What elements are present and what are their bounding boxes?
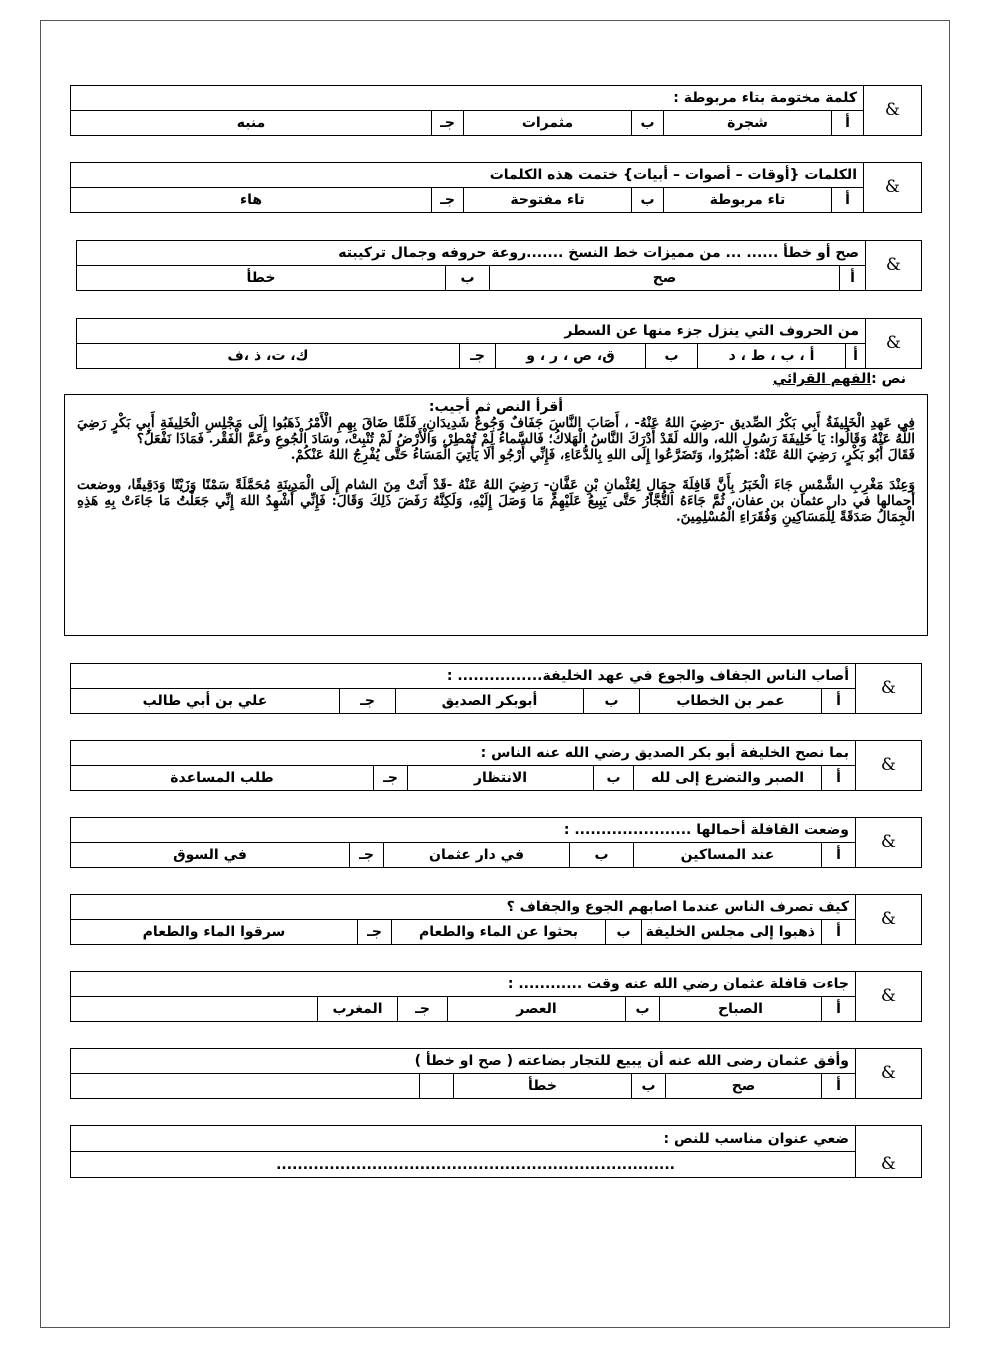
question-marker: & <box>856 972 922 1022</box>
question-4 <box>76 318 922 368</box>
option-c[interactable]: في السوق <box>71 843 350 868</box>
option-c[interactable]: علي بن أبي طالب <box>71 689 340 714</box>
reading-passage <box>64 394 928 636</box>
option-a[interactable]: تاء مربوطة <box>664 188 832 213</box>
question-7 <box>70 817 922 867</box>
option-a[interactable]: عمر بن الخطاب <box>640 689 822 714</box>
passage-paragraph-2: فَقَالَ أَبُو بَكْرٍ، رَضِيَ اللهُ عَنْهُ: اصْبُرُوا، وَتَضَرَّعُوا إِلَى اللهِ بِالدُّعَاءِ، فَإِنِّي أَرْجُو أَلَا يَأْتِيَ الْمَسَاءُ حَتَّى يُفْرِجُ اللهُ عَنْكُمْ. <box>290 447 915 463</box>
passage-title: أقرأ النص ثم أجيب: <box>428 399 564 415</box>
question-2 <box>70 162 922 212</box>
option-letter-c: جـ <box>432 111 464 136</box>
question-stem: وضعت القافلة أحمالها ...................... : <box>71 818 856 843</box>
option-letter-c: جـ <box>358 920 392 945</box>
question-stem: جاءت قافلة عثمان رضي الله عنه وقت ............ : <box>71 972 856 997</box>
question-stem: الكلمات {أوقات – أصوات – أبيات} ختمت هذه الكلمات <box>71 163 864 188</box>
option-letter-a: أ <box>840 266 866 291</box>
option-c[interactable]: ك، ت، ذ ،ف <box>77 344 460 369</box>
option-b[interactable]: بحثوا عن الماء والطعام <box>392 920 606 945</box>
option-letter-c: جـ <box>374 766 408 791</box>
question-marker: & <box>864 163 922 213</box>
option-letter-b: ب <box>626 997 660 1022</box>
option-letter-a: أ <box>822 997 856 1022</box>
option-letter-b: ب <box>646 344 698 369</box>
answer-line[interactable]: ........................................................................... <box>71 1152 856 1178</box>
option-letter-a: أ <box>822 920 856 945</box>
option-b[interactable]: ق، ص ، ر ، و <box>496 344 646 369</box>
option-letter-b: ب <box>632 111 664 136</box>
option-letter-b: ب <box>594 766 634 791</box>
question-3 <box>76 240 922 290</box>
option-letter-c: جـ <box>340 689 396 714</box>
option-letter-c: جـ <box>432 188 464 213</box>
option-letter-a: أ <box>846 344 866 369</box>
option-c[interactable]: طلب المساعدة <box>71 766 374 791</box>
option-a[interactable]: ذهبوا إلى مجلس الخليفة <box>642 920 822 945</box>
option-a[interactable]: عند المساكين <box>634 843 822 868</box>
question-5 <box>70 663 922 713</box>
option-letter-b: ب <box>584 689 640 714</box>
empty-cell <box>71 997 318 1022</box>
option-b[interactable]: تاء مفتوحة <box>464 188 632 213</box>
passage-paragraph-1: فِي عَهدِ الْخَلِيفَةُ أَبِي بَكْرُ الصِّديق -رَضِيَ اللهُ عَنْهُ- ، أَصَابَ النَّاسَ جَفَافٌ وَجُوعٌ شَدِيدَانِ، فَلَمَّا ضَاقَ بِهِمِ الْأَمْرُ ذَهَبُوا إِلَى مَجْلِسِ الْخَلِيفَةِ أَبِي بَكْرٍ رَضِيَ اللَّهُ عَنْهُ وَقَالُوا: يَا خَلِيفَةَ رَسُولِ الله، والله لَقَدْ أَدْرَكَ النَّاسُ الْهَلاكُ؛ فَالسَّماءُ لَمْ تُمْطِرْ، وَالْأَرْضُ لَمْ تُنْبِتْ، وسَادَ الْجُوعِ وعَمَّ الْفَقْر. فَمَاذَا نَفْعَلُ؟ <box>77 415 915 447</box>
option-letter-a: أ <box>822 689 856 714</box>
option-a[interactable]: الصباح <box>660 997 822 1022</box>
option-b[interactable]: مثمرات <box>464 111 632 136</box>
question-stem: بما نصح الخليفة أبو بكر الصديق رضي الله عنه الناس : <box>71 741 856 766</box>
question-marker: & <box>864 86 922 136</box>
question-marker: & <box>856 1049 922 1099</box>
option-c[interactable]: المغرب <box>318 997 398 1022</box>
question-marker: & <box>856 1126 922 1178</box>
question-marker: & <box>856 895 922 945</box>
option-b[interactable]: الانتظار <box>408 766 594 791</box>
passage-paragraph-3: وَعِنْدَ مَغْرِبِ الشَّمْسِ جَاءَ الْخَبَرُ بِأَنَّ قَافِلَةَ جِمَالٍ لِعُثْمانِ بْنِ عَفَّانٍ- رَضِيَ اللهُ عَنْهُ -قَدْ أَتَتْ مِنَ الشام إِلَى الْمَدِينَةِ مُحَمَّلَةً سَمْنًا وَزَيْتًا وَدَقِيقًا، ووضعت أحمالها في دار عثمان بن عفان، ثُمَّ جَاءَهُ التُّجَّارُ حَتَّى يَبِيعُ عَلَيْهِمُ مَا وَصَلَ إِلَيْهِ، وَلَكِنَّهُ رَفَضَ ذَلِكَ وَقَالَ: فَإِنِّي أُشْهِدُ اللهَ إِنِّي جَعَلْتُ مَا جَاءَتْ بِهِ هَذِهِ الْجِمَالُ صَدَقَةً لِلْمَسَاكِينِ وَفُقَرَاءِ الْمُسْلِمِينَ. <box>77 477 915 525</box>
empty-cell <box>420 1074 454 1099</box>
question-stem: كيف تصرف الناس عندما اصابهم الجوع والجفاف ؟ <box>71 895 856 920</box>
option-letter-b: ب <box>446 266 490 291</box>
question-marker: & <box>856 741 922 791</box>
question-stem: وأفق عثمان رضى الله عنه أن يبيع للتجار بضاعته ( صح او خطأ ) <box>71 1049 856 1074</box>
option-a[interactable]: صح <box>666 1074 822 1099</box>
option-b[interactable]: خطأ <box>454 1074 632 1099</box>
question-9 <box>70 971 922 1021</box>
option-letter-a: أ <box>822 766 856 791</box>
question-marker: & <box>856 818 922 868</box>
section-title: الفهم القرائي <box>772 371 872 387</box>
question-6 <box>70 740 922 790</box>
question-10 <box>70 1048 922 1098</box>
option-b[interactable]: العصر <box>448 997 626 1022</box>
question-stem: صح أو خطأ ...... ... من مميزات خط النسخ .......روعة حروفه وجمال تركيبته <box>77 241 866 266</box>
option-letter-c: جـ <box>460 344 496 369</box>
option-b[interactable]: في دار عثمان <box>384 843 570 868</box>
question-marker: & <box>866 319 922 369</box>
option-letter-c: جـ <box>350 843 384 868</box>
question-8 <box>70 894 922 944</box>
section-label <box>773 371 906 387</box>
option-b[interactable]: أبوبكر الصديق <box>396 689 584 714</box>
option-a[interactable]: الصبر والتضرع إلى لله <box>634 766 822 791</box>
question-stem: كلمة مختومة بتاء مربوطة : <box>71 86 864 111</box>
option-letter-c: جـ <box>398 997 448 1022</box>
option-c[interactable]: هاء <box>71 188 432 213</box>
option-letter-a: أ <box>832 111 864 136</box>
option-letter-b: ب <box>632 188 664 213</box>
question-11 <box>70 1125 922 1177</box>
option-letter-b: ب <box>632 1074 666 1099</box>
option-letter-a: أ <box>822 1074 856 1099</box>
question-stem: أصاب الناس الجفاف والجوع في عهد الخليفة................ : <box>71 664 856 689</box>
option-c[interactable]: منبه <box>71 111 432 136</box>
section-prefix: نص : <box>871 371 906 387</box>
option-letter-a: أ <box>822 843 856 868</box>
option-a[interactable]: شجرة <box>664 111 832 136</box>
option-c[interactable]: سرقوا الماء والطعام <box>71 920 358 945</box>
option-letter-a: أ <box>832 188 864 213</box>
question-stem: من الحروف التي ينزل جزء منها عن السطر <box>77 319 866 344</box>
question-1 <box>70 85 922 135</box>
question-marker: & <box>856 664 922 714</box>
option-letter-b: ب <box>606 920 642 945</box>
question-marker: & <box>866 241 922 291</box>
question-stem: ضعي عنوان مناسب للنص : <box>71 1126 856 1152</box>
empty-cell <box>71 1074 420 1099</box>
option-a[interactable]: أ ، ب ، ط ، د <box>698 344 846 369</box>
option-letter-b: ب <box>570 843 634 868</box>
option-a[interactable]: صح <box>490 266 840 291</box>
option-b[interactable]: خطأ <box>77 266 446 291</box>
